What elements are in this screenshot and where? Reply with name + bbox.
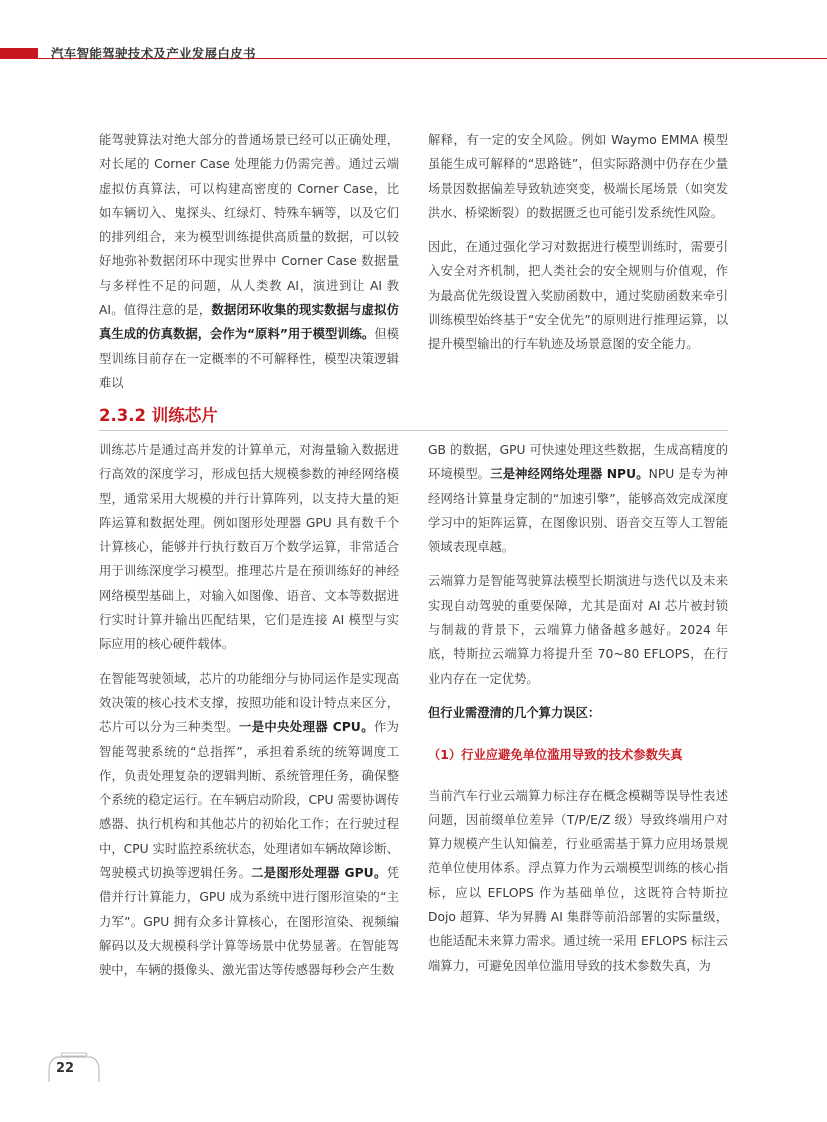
npu-heading: 三是神经网络处理器 NPU。 <box>490 467 649 482</box>
top-right-paragraph-1: 解释，有一定的安全风险。例如 Waymo EMMA 模型虽能生成可解释的“思路链”，但实际路测中仍存在少量场景因数据偏差导致轨迹突变，极端长尾场景（如突发洪水、桥梁断裂）的数据匮乏也可能引发系统性风险。 <box>428 133 728 220</box>
section-divider <box>99 430 728 431</box>
highlight-text: 数据闭环收集的现实数据与虚拟仿真生成的仿真数据，会作为“原料”用于模型训练。 <box>99 303 399 342</box>
header-accent-bar <box>0 48 38 59</box>
cpu-heading: 一是中央处理器 CPU。 <box>238 720 374 735</box>
paragraph-units: 当前汽车行业云端算力标注存在概念模糊等误导性表述问题，因前缀单位差异（T/P/E/Z 级）导致终端用户对算力规模产生认知偏差，行业亟需基于算力应用场景规范单位使用体系。浮点算力作为云端模型训练的核心指标，应以 EFLOPS 作为基础单位，这既符合特斯拉 Dojo 超算、华为昇腾 AI 集群等前沿部署的实际量级，也能适配未来算力需求。通过统一采用 EFLOPS 标注云端算力，可避免因单位滥用导致的技术参数失真，为 <box>428 788 728 973</box>
paragraph-cloud-compute: 云端算力是智能驾驶算法模型长期演进与迭代以及未来实现自动驾驶的重要保障，尤其是面对 AI 芯片被封锁与制裁的背景下，云端算力储备越多越好。2024 年底，特斯拉云端算力将提升至 70~80 EFLOPS，在行业内存在一定优势。 <box>428 574 728 686</box>
left-column <box>99 438 399 983</box>
top-left-column <box>99 128 399 395</box>
paragraph-npu: GB 的数据，GPU 可快速处理这些数据，生成高精度的环境模型。三是神经网络处理器 NPU。NPU 是专为神经网络计算量身定制的“加速引擎”，能够高效完成深度学习中的矩阵运算，在图像识别、语音交互等人工智能领域表现卓越。 <box>428 443 728 555</box>
section-heading: 2.3.2 训练芯片 <box>99 406 218 425</box>
page-number: 22 <box>56 1061 75 1076</box>
paragraph-chip-types: 在智能驾驶领域，芯片的功能细分与协同运作是实现高效决策的核心技术支撑，按照功能和设计特点来区分，芯片可以分为三种类型。一是中央处理器 CPU。作为智能驾驶系统的“总指挥”，承担着系统的统筹调度工作，负责处理复杂的逻辑判断、系统管理任务，确保整个系统的稳定运行。在车辆启动阶段，CPU 需要协调传感器、执行机构和其他芯片的初始化工作；在行驶过程中，CPU 实时监控系统状态，处理诸如车辆故障诊断、驾驶模式切换等逻辑任务。二是图形处理器 GPU。凭借并行计算能力，GPU 成为系统中进行图形渲染的“主力军”。GPU 拥有众多计算核心，在图形渲染、视频编解码以及大规模科学计算等场景中优势显著。在智能驾驶中，车辆的摄像头、激光雷达等传感器每秒会产生数 <box>99 671 399 978</box>
document-title: 汽车智能驾驶技术及产业发展白皮书 <box>51 46 256 61</box>
paragraph-training-chip: 训练芯片是通过高并发的计算单元，对海量输入数据进行高效的深度学习，形成包括大规模参数的神经网络模型，通常采用大规模的并行计算阵列，以支持大量的矩阵运算和数据处理。例如图形处理器 GPU 具有数千个计算核心，能够并行执行数百万个数学运算，非常适合用于训练深度学习模型。推理芯片是在预训练好的神经网络模型基础上，对输入如图像、语音、文本等数据进行实时计算并输出匹配结果，它们是连接 AI 模型与实际应用的核心硬件载体。 <box>99 443 399 652</box>
gpu-heading: 二是图形处理器 GPU。 <box>251 866 387 881</box>
right-column <box>428 438 728 978</box>
subheading-unit-misuse: （1）行业应避免单位滥用导致的技术参数失真 <box>428 748 683 763</box>
top-left-paragraph: 能驾驶算法对绝大部分的普通场景已经可以正确处理，对长尾的 Corner Case 处理能力仍需完善。通过云端虚拟仿真算法，可以构建高密度的 Corner Case，比如车辆切入、鬼探头、红绿灯、特殊车辆等，以及它们的排列组合，来为模型训练提供高质量的数据，可以较好地弥补数据闭环中现实世界中 Corner Case 数据量与多样性不足的问题，从人类教 AI，演进到让 AI 教 AI。值得注意的是，数据闭环收集的现实数据与虚拟仿真生成的仿真数据，会作为“原料”用于模型训练。但模型训练目前存在一定概率的不可解释性，模型决策逻辑难以 <box>99 133 399 390</box>
top-right-column <box>428 128 728 357</box>
paragraph-misconceptions: 但行业需澄清的几个算力误区： <box>428 705 601 720</box>
top-right-paragraph-2: 因此，在通过强化学习对数据进行模型训练时，需要引入安全对齐机制，把人类社会的安全规则与价值观，作为最高优先级设置入奖励函数中，通过奖励函数来牵引训练模型始终基于“安全优先”的原则进行推理运算，以提升模型输出的行车轨迹及场景意图的安全能力。 <box>428 240 728 352</box>
